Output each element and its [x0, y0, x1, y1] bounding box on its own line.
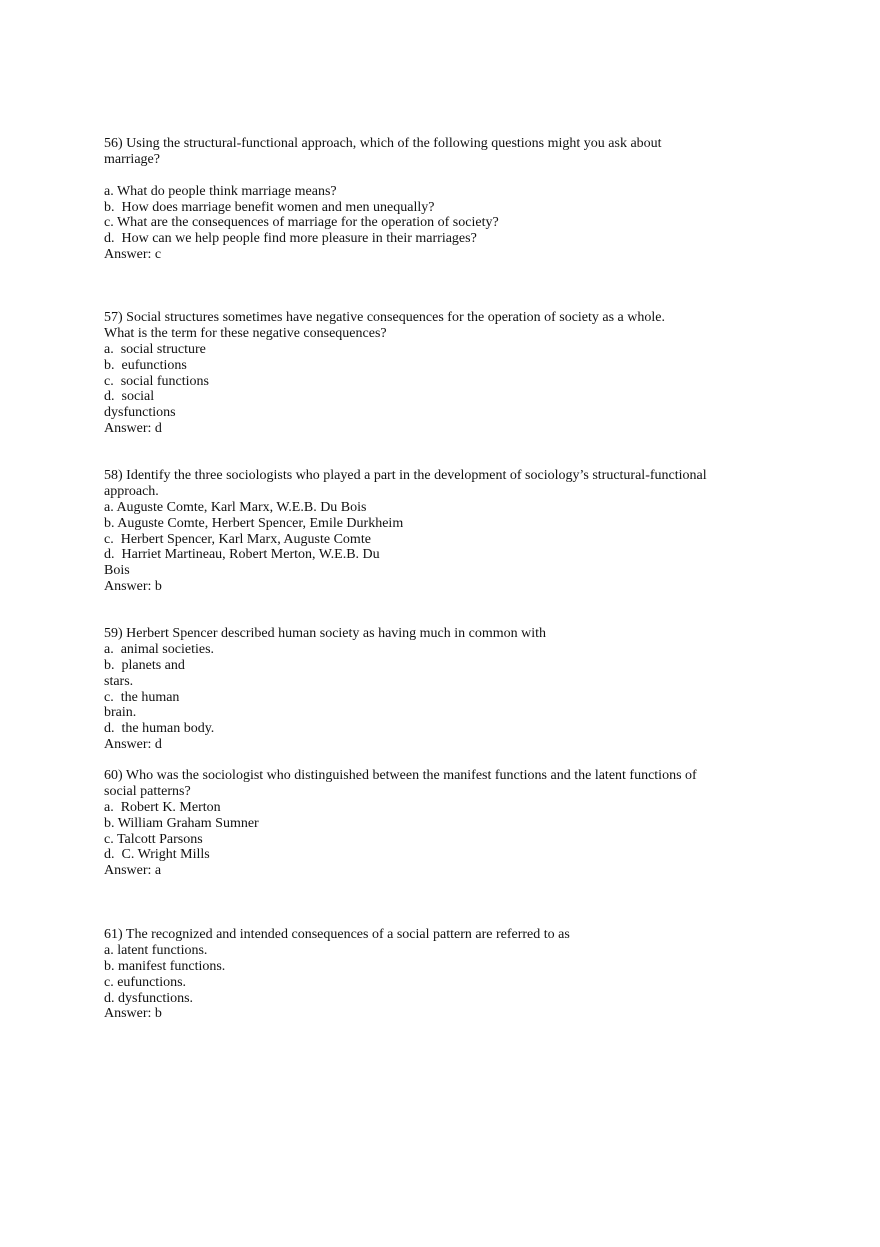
answer-option: dysfunctions	[104, 405, 176, 421]
answer-option: Bois	[104, 563, 130, 579]
answer-option: a. latent functions.	[104, 942, 208, 958]
question-stem-line: 59) Herbert Spencer described human society as having much in common with	[104, 626, 547, 641]
question-stem-line: 58) Identify the three sociologists who played a part in the development of sociology’s structural-functional	[104, 468, 707, 483]
answer-option: d. the human body.	[104, 721, 215, 737]
answer-option: d. Harriet Martineau, Robert Merton, W.E.B. Du	[104, 547, 380, 563]
question-stem-line: 57) Social structures sometimes have negative consequences for the operation of society as a whole.	[104, 310, 665, 325]
answer-option: a. What do people think marriage means?	[104, 183, 337, 199]
question-stem-line: 60) Who was the sociologist who distinguished between the manifest functions and the latent functions of	[104, 768, 697, 783]
answer-key: Answer: b	[104, 579, 162, 595]
answer-key: Answer: b	[104, 1006, 162, 1022]
answer-option: c. Talcott Parsons	[104, 831, 203, 847]
answer-option: c. What are the consequences of marriage for the operation of society?	[104, 215, 499, 231]
answer-option: b. How does marriage benefit women and men unequally?	[104, 199, 435, 215]
answer-option: d. How can we help people find more pleasure in their marriages?	[104, 231, 477, 247]
spacer	[104, 168, 744, 184]
question-60	[104, 768, 744, 879]
answer-option: b. planets and	[104, 657, 185, 673]
answer-option: d. dysfunctions.	[104, 990, 194, 1006]
question-stem-line: social patterns?	[104, 783, 191, 799]
answer-option: stars.	[104, 673, 134, 689]
answer-option: a. Auguste Comte, Karl Marx, W.E.B. Du Bois	[104, 499, 367, 515]
answer-option: c. eufunctions.	[104, 974, 187, 990]
answer-option: brain.	[104, 705, 137, 721]
question-58	[104, 468, 744, 595]
question-stem-line: 61) The recognized and intended consequences of a social pattern are referred to as	[104, 927, 570, 942]
answer-key: Answer: c	[104, 247, 162, 263]
answer-option: b. manifest functions.	[104, 958, 226, 974]
answer-option: b. William Graham Sumner	[104, 815, 259, 831]
answer-option: c. Herbert Spencer, Karl Marx, Auguste Comte	[104, 531, 371, 547]
answer-option: c. social functions	[104, 373, 209, 389]
question-stem-line: marriage?	[104, 151, 160, 167]
question-59	[104, 626, 744, 753]
answer-option: a. animal societies.	[104, 641, 215, 657]
question-61	[104, 927, 744, 1022]
question-stem-line: approach.	[104, 483, 159, 499]
question-stem-line: What is the term for these negative consequences?	[104, 325, 387, 341]
answer-key: Answer: d	[104, 421, 162, 437]
answer-option: d. social	[104, 389, 155, 405]
question-57	[104, 310, 744, 437]
answer-option: a. Robert K. Merton	[104, 799, 221, 815]
answer-key: Answer: d	[104, 737, 162, 753]
answer-option: d. C. Wright Mills	[104, 847, 210, 863]
answer-key: Answer: a	[104, 863, 162, 879]
answer-option: c. the human	[104, 689, 180, 705]
answer-option: b. Auguste Comte, Herbert Spencer, Emile Durkheim	[104, 515, 404, 531]
question-stem-line: 56) Using the structural-functional approach, which of the following questions might you ask about	[104, 136, 662, 151]
answer-option: b. eufunctions	[104, 357, 187, 373]
question-56	[104, 136, 744, 263]
answer-option: a. social structure	[104, 341, 206, 357]
